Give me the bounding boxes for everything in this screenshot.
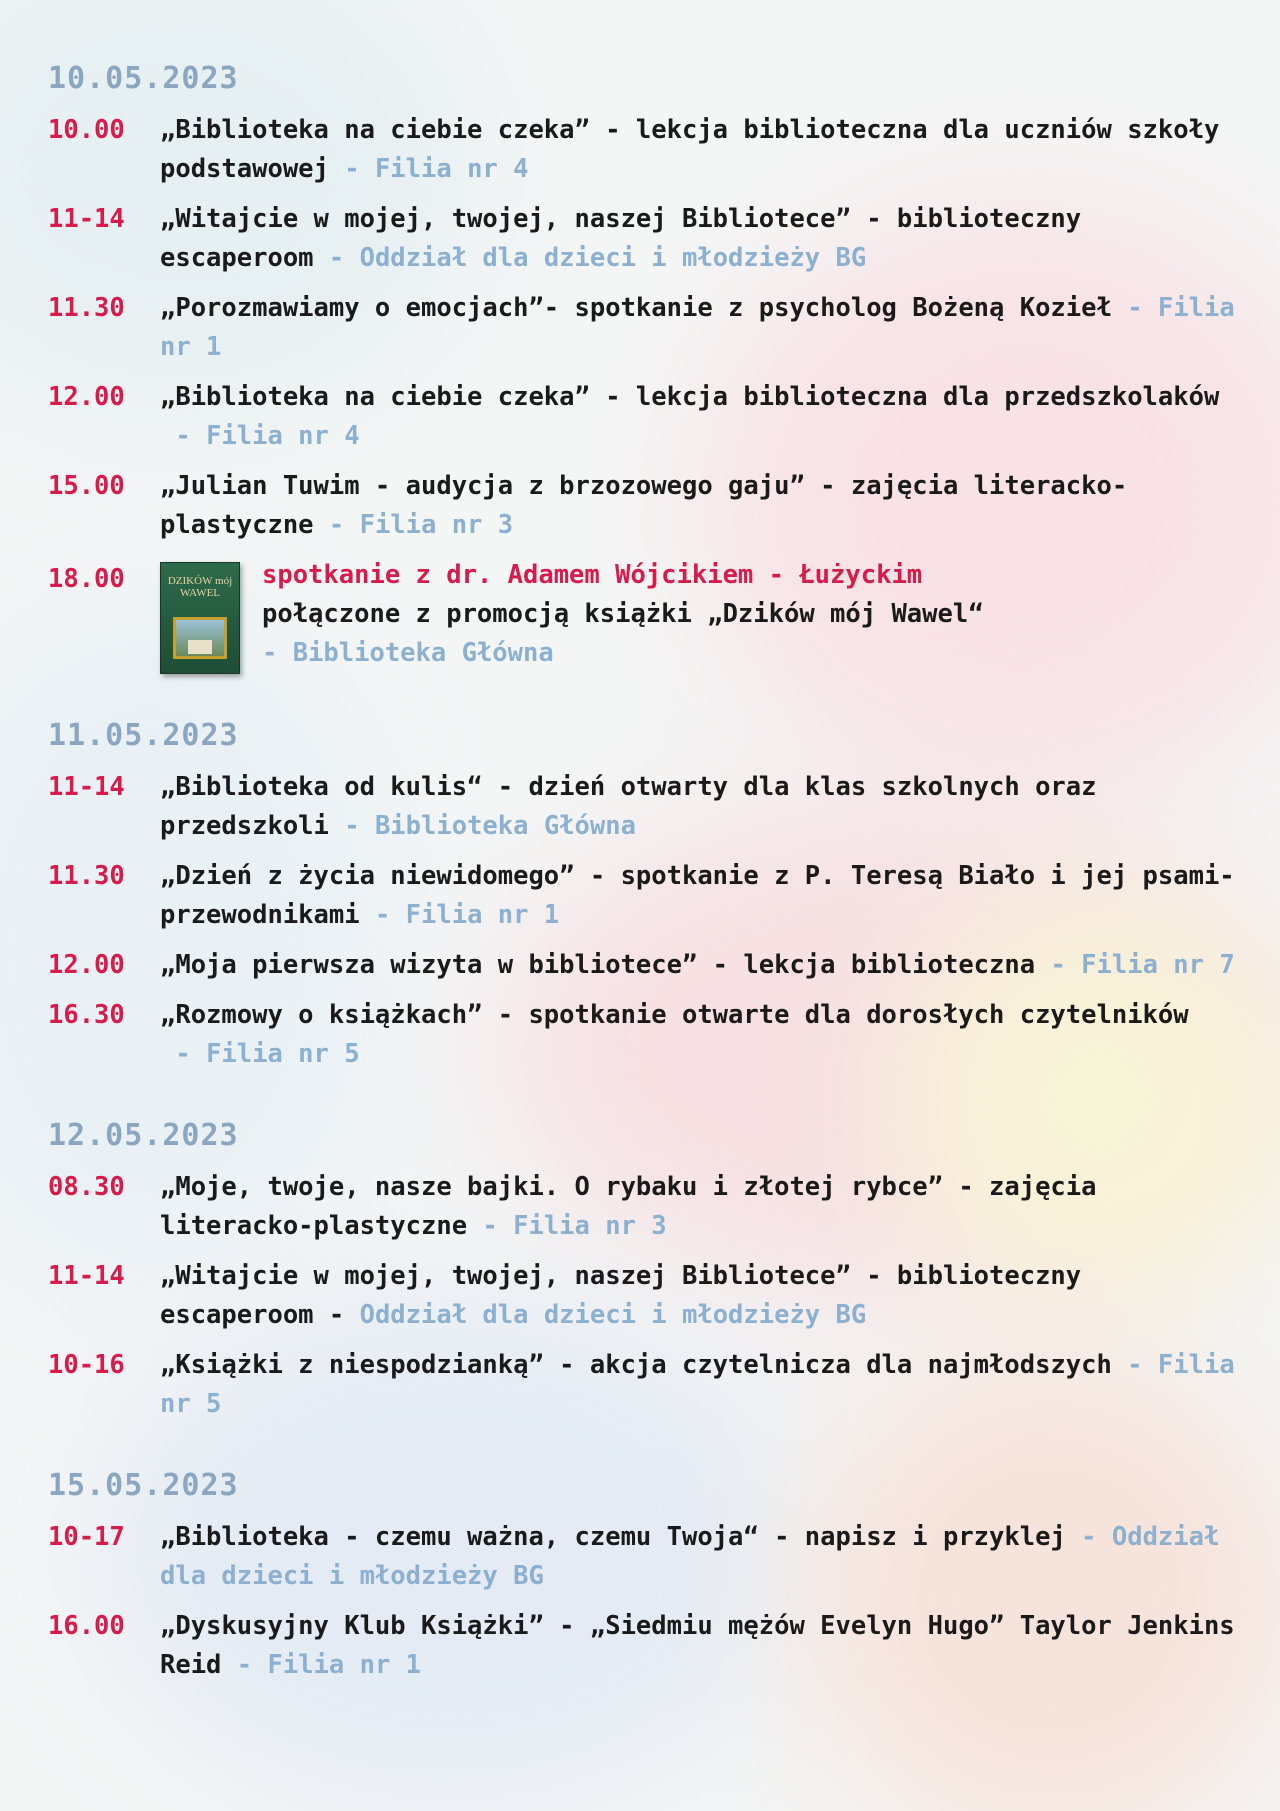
day-section — [48, 1464, 1280, 1685]
event-description — [160, 1518, 1240, 1596]
event-time: 15.00 — [48, 471, 125, 501]
event-description — [160, 768, 1240, 846]
event-item — [48, 996, 1280, 1074]
event-title: „Moje, twoje, nasze bajki. O rybaku i złotej rybce” - zajęcia literacko-plastyczne — [160, 1172, 1097, 1241]
event-description — [160, 1346, 1240, 1424]
event-separator: - — [313, 510, 360, 540]
event-time: 12.00 — [48, 950, 125, 980]
event-separator: - — [221, 1650, 268, 1680]
event-description — [160, 289, 1240, 367]
event-location: Filia nr 5 — [206, 1039, 360, 1069]
event-item — [48, 1168, 1280, 1246]
event-title: „Biblioteka - czemu ważna, czemu Twoja“ - napisz i przyklej — [160, 1522, 1066, 1552]
event-title: „Dzień z życia niewidomego” - spotkanie z P. Teresą Biało i jej psami-przewodnikami — [160, 861, 1235, 930]
event-time: 10.00 — [48, 115, 125, 145]
event-separator: - — [328, 811, 375, 841]
featured-event — [48, 556, 1280, 674]
event-separator: - — [160, 1039, 207, 1069]
event-title: „Julian Tuwim - audycja z brzozowego gaju” - zajęcia literacko-plastyczne — [160, 471, 1128, 540]
event-item — [48, 1257, 1280, 1335]
event-speaker: spotkanie z dr. Adamem Wójcikiem - Łużyckim — [262, 560, 923, 590]
event-location: Oddział dla dzieci i młodzieży BG — [359, 243, 867, 273]
event-title: „Biblioteka na ciebie czeka” - lekcja biblioteczna dla przedszkolaków — [160, 382, 1220, 412]
event-location: Filia nr 3 — [359, 510, 514, 540]
event-separator: - — [359, 900, 406, 930]
event-time: 11-14 — [48, 772, 125, 802]
event-description — [262, 556, 1242, 673]
event-title: „Biblioteka na ciebie czeka” - lekcja biblioteczna dla uczniów szkoły podstawowej — [160, 115, 1220, 184]
event-location: Oddział dla dzieci i młodzieży BG — [359, 1300, 867, 1330]
event-item — [48, 768, 1280, 846]
event-description — [160, 200, 1240, 278]
event-title: „Moja pierwsza wizyta w bibliotece” - lekcja biblioteczna — [160, 950, 1036, 980]
event-location: Filia nr 7 — [1081, 950, 1235, 980]
event-separator: - — [1065, 1522, 1112, 1552]
event-item — [48, 111, 1280, 189]
event-separator: - — [328, 154, 375, 184]
event-description — [160, 996, 1240, 1074]
event-time: 10-16 — [48, 1350, 125, 1380]
event-location: Filia nr 4 — [374, 154, 529, 184]
event-location: Filia nr 1 — [405, 900, 560, 930]
event-location: Filia nr 5 — [160, 1350, 1235, 1419]
event-separator: - — [467, 1211, 514, 1241]
event-description — [160, 111, 1240, 189]
event-item — [48, 467, 1280, 545]
day-date: 10.05.2023 — [48, 61, 239, 96]
event-separator: - — [160, 421, 207, 451]
day-date: 15.05.2023 — [48, 1468, 239, 1503]
event-title: „Dyskusyjny Klub Książki” - „Siedmiu mężów Evelyn Hugo” Taylor Jenkins Reid — [160, 1611, 1235, 1680]
event-title: „Witajcie w mojej, twojej, naszej Bibliotece” - biblioteczny escaperoom - — [160, 1261, 1082, 1330]
event-title: „Rozmowy o książkach” - spotkanie otwarte dla dorosłych czytelników — [160, 1000, 1189, 1030]
event-title: połączone z promocją książki „Dzików mój Wawel“ — [262, 599, 984, 629]
event-description — [160, 1607, 1240, 1685]
event-description — [160, 467, 1240, 545]
event-item — [48, 946, 1280, 985]
event-item — [48, 1607, 1280, 1685]
day-section — [48, 714, 1280, 1074]
event-separator: - — [1035, 950, 1082, 980]
event-description — [160, 378, 1240, 456]
event-location: - Biblioteka Główna — [262, 638, 554, 668]
day-section — [48, 1114, 1280, 1424]
book-cover-illustration — [173, 617, 227, 659]
event-item — [48, 378, 1280, 456]
event-description — [160, 857, 1240, 935]
event-title: „Witajcie w mojej, twojej, naszej Bibliotece” - biblioteczny escaperoom — [160, 204, 1082, 273]
event-description — [160, 1257, 1240, 1335]
event-separator: - — [1111, 293, 1158, 323]
event-time: 16.30 — [48, 1000, 125, 1030]
event-location: Oddział dla dzieci i młodzieży BG — [160, 1522, 1220, 1591]
event-separator: - — [313, 243, 360, 273]
day-date: 12.05.2023 — [48, 1118, 239, 1153]
event-time: 18.00 — [48, 564, 125, 594]
day-section — [48, 57, 1280, 674]
event-time: 08.30 — [48, 1172, 125, 1202]
event-title: „Biblioteka od kulis“ - dzień otwarty dla klas szkolnych oraz przedszkoli — [160, 772, 1097, 841]
event-item — [48, 200, 1280, 278]
event-description — [160, 1168, 1240, 1246]
event-title: „Książki z niespodzianką” - akcja czytelnicza dla najmłodszych — [160, 1350, 1112, 1380]
day-date: 11.05.2023 — [48, 718, 239, 753]
book-cover-image — [160, 562, 240, 674]
event-location: Filia nr 1 — [160, 293, 1235, 362]
event-time: 11.30 — [48, 861, 125, 891]
event-time: 16.00 — [48, 1611, 125, 1641]
event-time: 11-14 — [48, 1261, 125, 1291]
event-description — [160, 946, 1240, 985]
event-item — [48, 857, 1280, 935]
event-item — [48, 1346, 1280, 1424]
event-location: Biblioteka Główna — [374, 811, 636, 841]
event-time: 11.30 — [48, 293, 125, 323]
event-location: Filia nr 3 — [513, 1211, 667, 1241]
event-item — [48, 289, 1280, 367]
event-time: 12.00 — [48, 382, 125, 412]
event-separator: - — [1111, 1350, 1158, 1380]
event-time: 11-14 — [48, 204, 125, 234]
event-location: Filia nr 4 — [206, 421, 360, 451]
event-location: Filia nr 1 — [267, 1650, 422, 1680]
event-separator — [344, 1300, 359, 1330]
event-item — [48, 1518, 1280, 1596]
featured-body — [160, 556, 1242, 674]
event-title: „Porozmawiamy o emocjach”- spotkanie z psycholog Bożeną Kozieł — [160, 293, 1112, 323]
book-cover-title: DZIKÓW mój WAWEL — [167, 575, 233, 599]
event-time: 10-17 — [48, 1522, 125, 1552]
